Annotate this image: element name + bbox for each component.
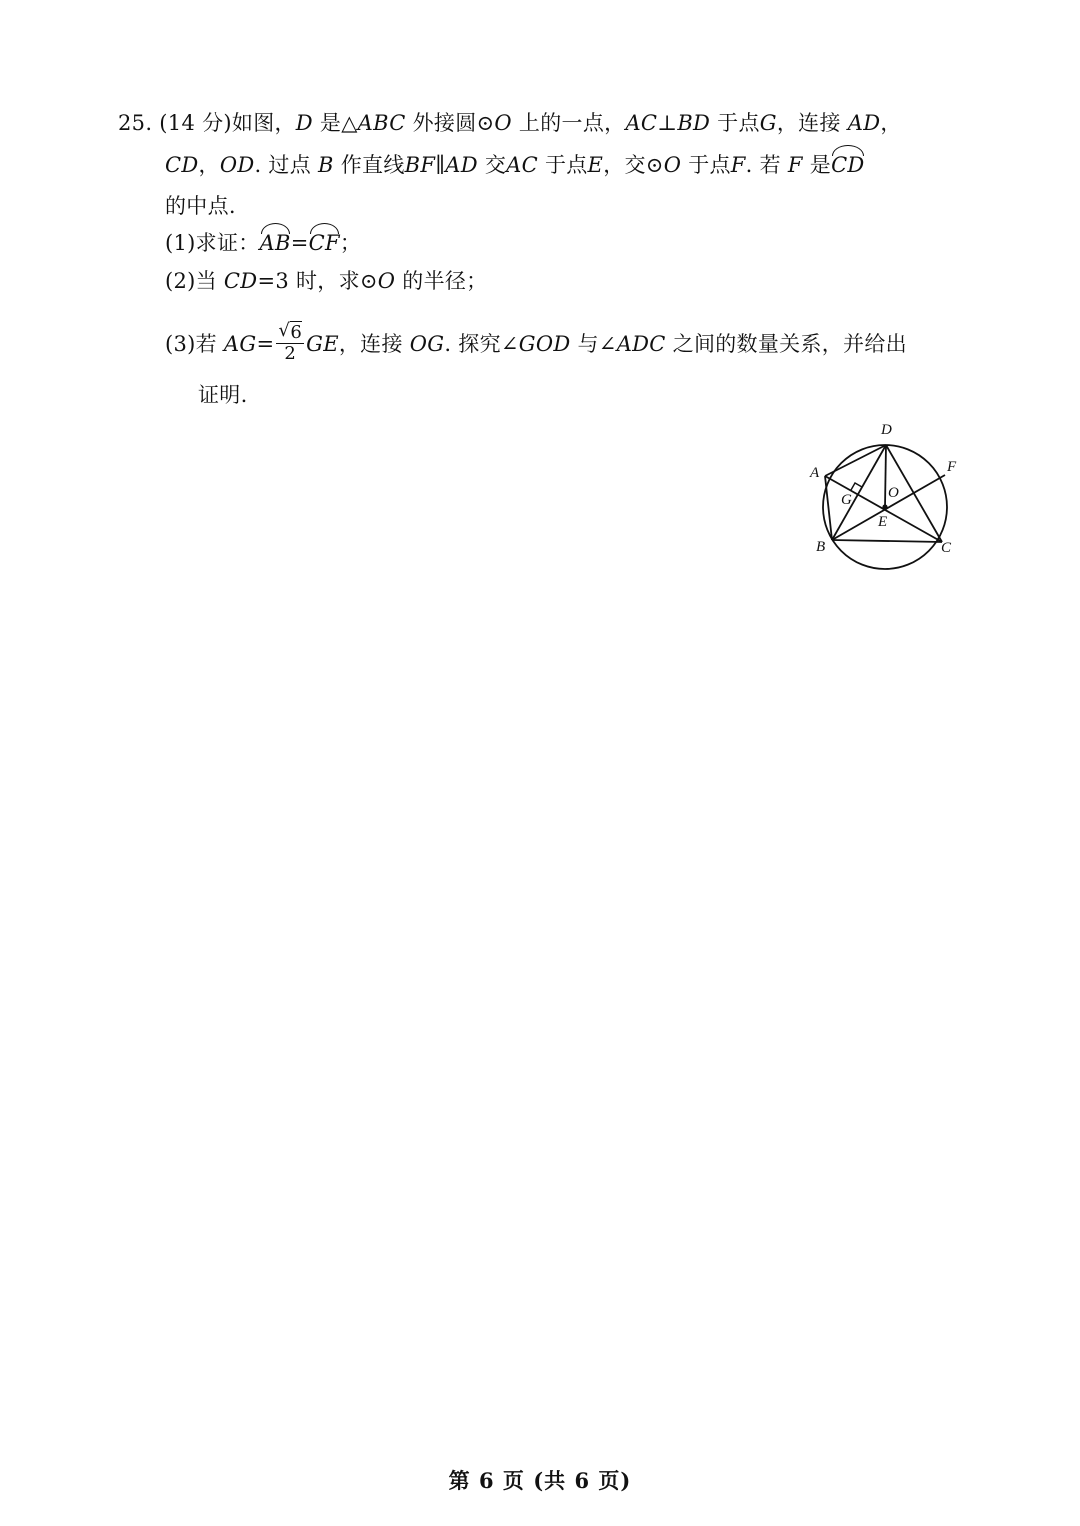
stem-text: 上的一点， bbox=[511, 111, 626, 135]
part-3-text: 与∠ bbox=[570, 332, 617, 356]
arc-AB: AB bbox=[260, 228, 291, 258]
center-point-O bbox=[882, 504, 887, 509]
math-ADC: ADC bbox=[616, 332, 666, 356]
math-GOD: GOD bbox=[518, 332, 571, 356]
math-AG: AG bbox=[223, 332, 257, 356]
question-number: 25. bbox=[118, 111, 153, 135]
stem-text: 于点 bbox=[681, 153, 731, 177]
part-3-prefix: (3)若 bbox=[165, 332, 224, 356]
page-footer: 第 6 页 (共 6 页) bbox=[448, 1468, 632, 1493]
math-ABC: ABC bbox=[357, 111, 406, 135]
math-CD: CD bbox=[223, 269, 258, 293]
equals-value: =3 bbox=[257, 269, 289, 293]
label-A: A bbox=[810, 465, 820, 481]
stem-text: ，交⊙ bbox=[603, 153, 664, 177]
sqrt bbox=[278, 322, 302, 343]
stem-text: 是 bbox=[802, 153, 832, 177]
stem-text: 的中点. bbox=[165, 194, 236, 218]
label-G: G bbox=[841, 492, 852, 508]
label-E: E bbox=[878, 514, 888, 530]
sqrt-radicand: 6 bbox=[290, 322, 303, 343]
math-F: F bbox=[787, 153, 803, 177]
math-BF-parallel-AD: BF∥AD bbox=[404, 153, 478, 177]
equals-sign: = bbox=[256, 332, 275, 356]
stem-text: . 过点 bbox=[254, 153, 319, 177]
question-line-2 bbox=[165, 150, 865, 180]
math-GE: GE bbox=[306, 332, 339, 356]
arc-CD: CD bbox=[831, 150, 865, 180]
segment-OD bbox=[885, 445, 886, 507]
math-O: O bbox=[494, 111, 512, 135]
stem-text: 于点 bbox=[537, 153, 588, 177]
question-score: (14 分) bbox=[159, 111, 232, 135]
stem-text: 于点 bbox=[710, 111, 760, 135]
math-D: D bbox=[295, 111, 313, 135]
math-OD: OD bbox=[219, 153, 255, 177]
part-2 bbox=[165, 266, 488, 296]
label-C: C bbox=[941, 540, 952, 556]
part-3-proof: 证明. bbox=[198, 383, 248, 407]
fraction bbox=[276, 323, 304, 364]
stem-text: ， bbox=[880, 111, 902, 135]
segment-BC bbox=[832, 540, 942, 542]
part-2-text: 时，求⊙ bbox=[289, 269, 378, 293]
part-1-prefix: (1)求证： bbox=[165, 231, 260, 255]
part-3-text: ，连接 bbox=[338, 332, 410, 356]
fraction-denominator: 2 bbox=[284, 343, 297, 364]
part-3-line-2 bbox=[198, 380, 248, 410]
math-CD: CD bbox=[165, 153, 199, 177]
question-line-1 bbox=[118, 108, 902, 138]
part-3-text: . 探究∠ bbox=[444, 332, 519, 356]
fraction-numerator bbox=[276, 323, 304, 344]
part-3 bbox=[165, 322, 907, 366]
part-2-tail: 的半径； bbox=[395, 269, 488, 293]
stem-text: ，连接 bbox=[776, 111, 848, 135]
stem-text: 是△ bbox=[312, 111, 358, 135]
label-F: F bbox=[947, 459, 957, 475]
math-B: B bbox=[318, 153, 334, 177]
part-1-end: ； bbox=[339, 231, 362, 255]
stem-text: 交 bbox=[477, 153, 507, 177]
math-AC: AC bbox=[506, 153, 538, 177]
stem-text: ， bbox=[198, 153, 220, 177]
arc-CF: CF bbox=[309, 228, 340, 258]
math-F: F bbox=[730, 153, 746, 177]
stem-text: 作直线 bbox=[333, 153, 405, 177]
math-AD: AD bbox=[847, 111, 881, 135]
math-O: O bbox=[377, 269, 396, 293]
math-OG: OG bbox=[409, 332, 445, 356]
label-O: O bbox=[888, 485, 899, 501]
stem-text: 外接圆⊙ bbox=[405, 111, 495, 135]
equals-sign: = bbox=[290, 231, 309, 255]
part-2-prefix: (2)当 bbox=[165, 269, 224, 293]
label-D: D bbox=[881, 422, 892, 438]
label-B: B bbox=[816, 539, 826, 555]
geometry-figure bbox=[805, 415, 975, 575]
math-AC-perp-BD: AC⊥BD bbox=[625, 111, 711, 135]
math-E: E bbox=[587, 153, 604, 177]
part-3-tail: 之间的数量关系，并给出 bbox=[665, 332, 907, 356]
math-G: G bbox=[759, 111, 777, 135]
part-1 bbox=[165, 228, 361, 258]
question-line-3 bbox=[165, 191, 236, 221]
stem-text: 如图， bbox=[231, 111, 296, 135]
stem-text: . 若 bbox=[745, 153, 788, 177]
math-O: O bbox=[663, 153, 682, 177]
